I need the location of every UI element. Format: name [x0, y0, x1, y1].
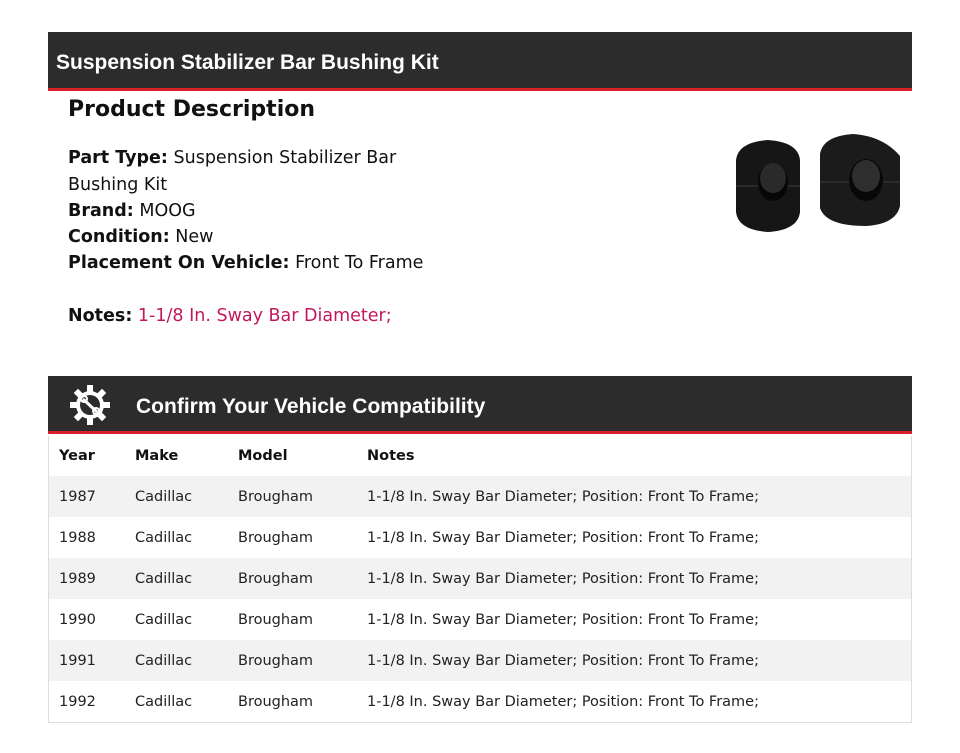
field-brand: Brand: MOOG	[68, 200, 196, 221]
cell-notes: 1-1/8 In. Sway Bar Diameter; Position: Front To Frame;	[367, 652, 759, 669]
table-row	[49, 476, 912, 517]
cell-make: Cadillac	[135, 611, 193, 628]
table-row	[49, 599, 912, 640]
cell-notes: 1-1/8 In. Sway Bar Diameter; Position: Front To Frame;	[367, 570, 759, 587]
col-make: Make	[135, 448, 179, 464]
compatibility-table	[48, 436, 912, 723]
field-condition: Condition: New	[68, 227, 214, 248]
table-header-row	[49, 436, 912, 476]
col-notes: Notes	[367, 448, 415, 464]
cell-make: Cadillac	[135, 652, 193, 669]
cell-year: 1990	[59, 611, 96, 628]
cell-notes: 1-1/8 In. Sway Bar Diameter; Position: Front To Frame;	[367, 529, 759, 546]
cell-model: Brougham	[238, 693, 314, 710]
cell-model: Brougham	[238, 570, 314, 587]
cell-make: Cadillac	[135, 529, 193, 546]
product-description	[68, 97, 468, 329]
table-row	[49, 558, 912, 599]
cell-model: Brougham	[238, 488, 314, 505]
cell-model: Brougham	[238, 611, 314, 628]
compatibility-bar	[48, 376, 912, 434]
cell-make: Cadillac	[135, 693, 193, 710]
cell-year: 1989	[59, 570, 96, 587]
description-heading: Product Description	[68, 97, 316, 122]
table-row	[49, 640, 912, 681]
field-placement: Placement On Vehicle: Front To Frame	[68, 253, 424, 274]
cell-model: Brougham	[238, 529, 314, 546]
cell-year: 1987	[59, 488, 96, 505]
cell-year: 1991	[59, 652, 96, 669]
cell-notes: 1-1/8 In. Sway Bar Diameter; Position: Front To Frame;	[367, 611, 759, 628]
table-row	[49, 681, 912, 723]
compatibility-title: Confirm Your Vehicle Compatibility	[136, 395, 486, 418]
cell-notes: 1-1/8 In. Sway Bar Diameter; Position: Front To Frame;	[367, 488, 759, 505]
col-year: Year	[59, 448, 95, 464]
cell-make: Cadillac	[135, 488, 193, 505]
cell-make: Cadillac	[135, 570, 193, 587]
product-title-bar	[48, 32, 912, 91]
product-title: Suspension Stabilizer Bar Bushing Kit	[56, 51, 439, 74]
table-row	[49, 517, 912, 558]
cell-notes: 1-1/8 In. Sway Bar Diameter; Position: Front To Frame;	[367, 693, 759, 710]
cell-year: 1988	[59, 529, 96, 546]
product-image	[728, 130, 908, 244]
field-part-type: Part Type: Suspension Stabilizer Bar Bushing Kit	[68, 148, 397, 195]
gear-wrench-icon	[68, 383, 112, 432]
cell-model: Brougham	[238, 652, 314, 669]
cell-year: 1992	[59, 693, 96, 710]
col-model: Model	[238, 448, 288, 464]
field-notes: Notes: 1-1/8 In. Sway Bar Diameter;	[68, 305, 392, 326]
